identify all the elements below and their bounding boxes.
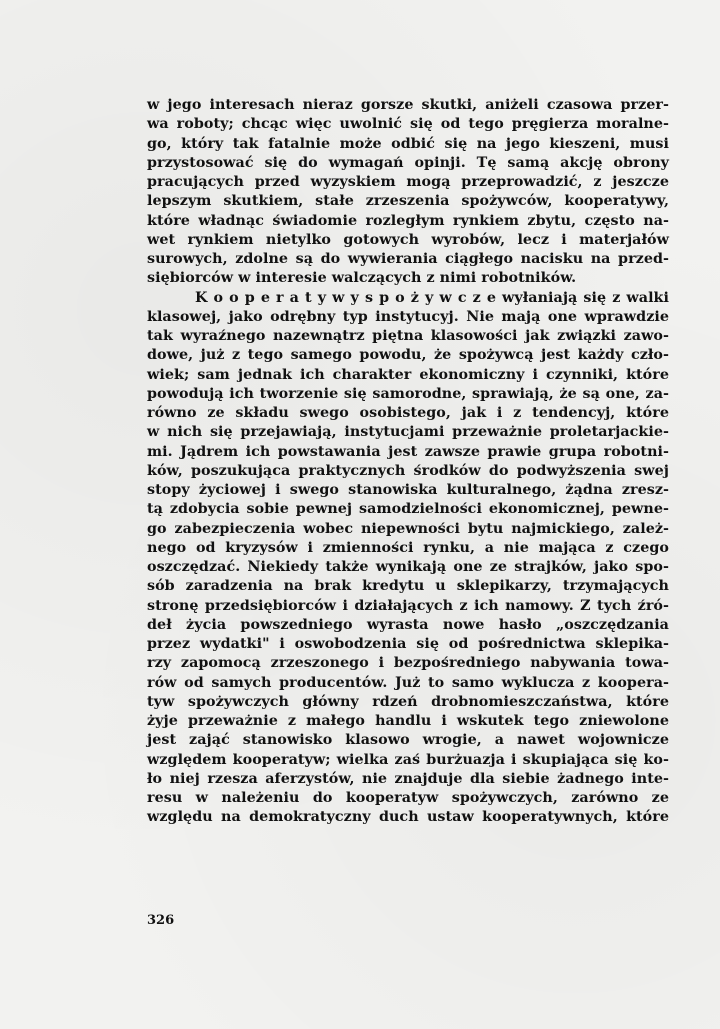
text-line: tą zdobycia sobie pewnej samodzielności ekonomicznej, pewne- [147,501,669,518]
text-line: jest zająć stanowisko klasowo wrogie, a nawet wojownicze [147,732,669,749]
text-line: wet rynkiem nietylko gotowych wyrobów, lecz i materjałów [147,231,669,248]
text-line: ło niej rzesza aferzystów, nie znajduje dla siebie żadnego inte- [147,770,669,787]
text-line: w jego interesach nieraz gorsze skutki, aniżeli czasowa przer- [147,97,669,113]
text-line: nego od kryzysów i zmienności rynku, a nie mająca z czego [147,539,669,556]
text-line: rów od samych producentów. Już to samo wyklucza z koopera- [147,674,669,691]
text-line: tyw spożywczych główny rdzeń drobnomieszczaństwa, które [147,693,669,710]
page-number: 326 [147,913,175,928]
text-line: wa roboty; chcąc więc uwolnić się od tego pręgierza moralne- [147,116,669,133]
text-line: dowe, już z tego samego powodu, że spożywcą jest każdy czło- [147,347,669,364]
text-line: powodują ich tworzenie się samorodne, sprawiają, że są one, za- [147,385,669,402]
text-line: stronę przedsiębiorców i działających z ich namowy. Z tych źró- [147,597,669,614]
text-line: pracujących przed wyzyskiem mogą przeprowadzić, z jeszcze [147,174,669,190]
text-line: względu na demokratyczny duch ustaw kooperatywnych, które [147,809,669,826]
text-line: siębiorców w interesie walczących z nimi robotników. [147,270,577,287]
text-line: równo ze składu swego osobistego, jak i z tendencyj, które [147,405,669,421]
text-line: przez wydatki" i oswobodzenia się od pośrednictwa sklepika- [147,636,669,652]
text-line: surowych, zdolne są do wywierania ciągłego nacisku na przed- [147,251,669,267]
text-line: rzy zapomocą zrzeszonego i bezpośredniego nabywania towa- [147,655,669,672]
text-line: resu w należeniu do kooperatyw spożywczych, zarówno ze [147,790,669,806]
text-line: ków, poszukująca praktycznych środków do podwyższenia swej [147,462,669,479]
text-line: żyje przeważnie z małego handlu i wskutek tego zniewolone [147,713,669,729]
text-line: względem kooperatyw; wielka zaś burżuazja i skupiająca się ko- [147,751,669,768]
text-line: lepszym skutkiem, stałe zrzeszenia spożywców, kooperatywy, [147,193,669,210]
text-line: sób zaradzenia na brak kredytu u sklepikarzy, trzymających [147,578,669,595]
text-line: mi. Jądrem ich powstawania jest zawsze prawie grupa robotni- [147,443,669,460]
body-text [147,96,669,828]
text-line: które władnąc świadomie rozległym rynkiem zbytu, często na- [147,212,669,229]
text-line: go, który tak fatalnie może odbić się na jego kieszeni, musi [147,135,669,152]
text-line: stopy życiowej i swego stanowiska kulturalnego, żądna zresz- [147,482,669,498]
text-line: tak wyraźnego nazewnątrz piętna klasowości jak związki zawo- [147,328,669,344]
text-line: deł życia powszedniego wyrasta nowe hasło „oszczędzania [147,616,669,633]
text-line: przystosować się do wymagań opinji. Tę samą akcję obrony [147,154,669,171]
paragraph-start-line: K o o p e r a t y w y s p o ż y w c z e wyłaniają się z walki [195,289,669,306]
text-line: klasowej, jako odrębny typ instytucyj. Nie mają one wprawdzie [147,308,669,325]
text-line: w nich się przejawiają, instytucjami przeważnie proletarjackie- [147,424,669,441]
text-line: oszczędzać. Niekiedy także wynikają one ze strajków, jako spo- [147,559,669,575]
text-line: go zabezpieczenia wobec niepewności bytu najmickiego, zależ- [147,520,669,537]
text-line: wiek; sam jednak ich charakter ekonomiczny i czynniki, które [147,366,669,383]
